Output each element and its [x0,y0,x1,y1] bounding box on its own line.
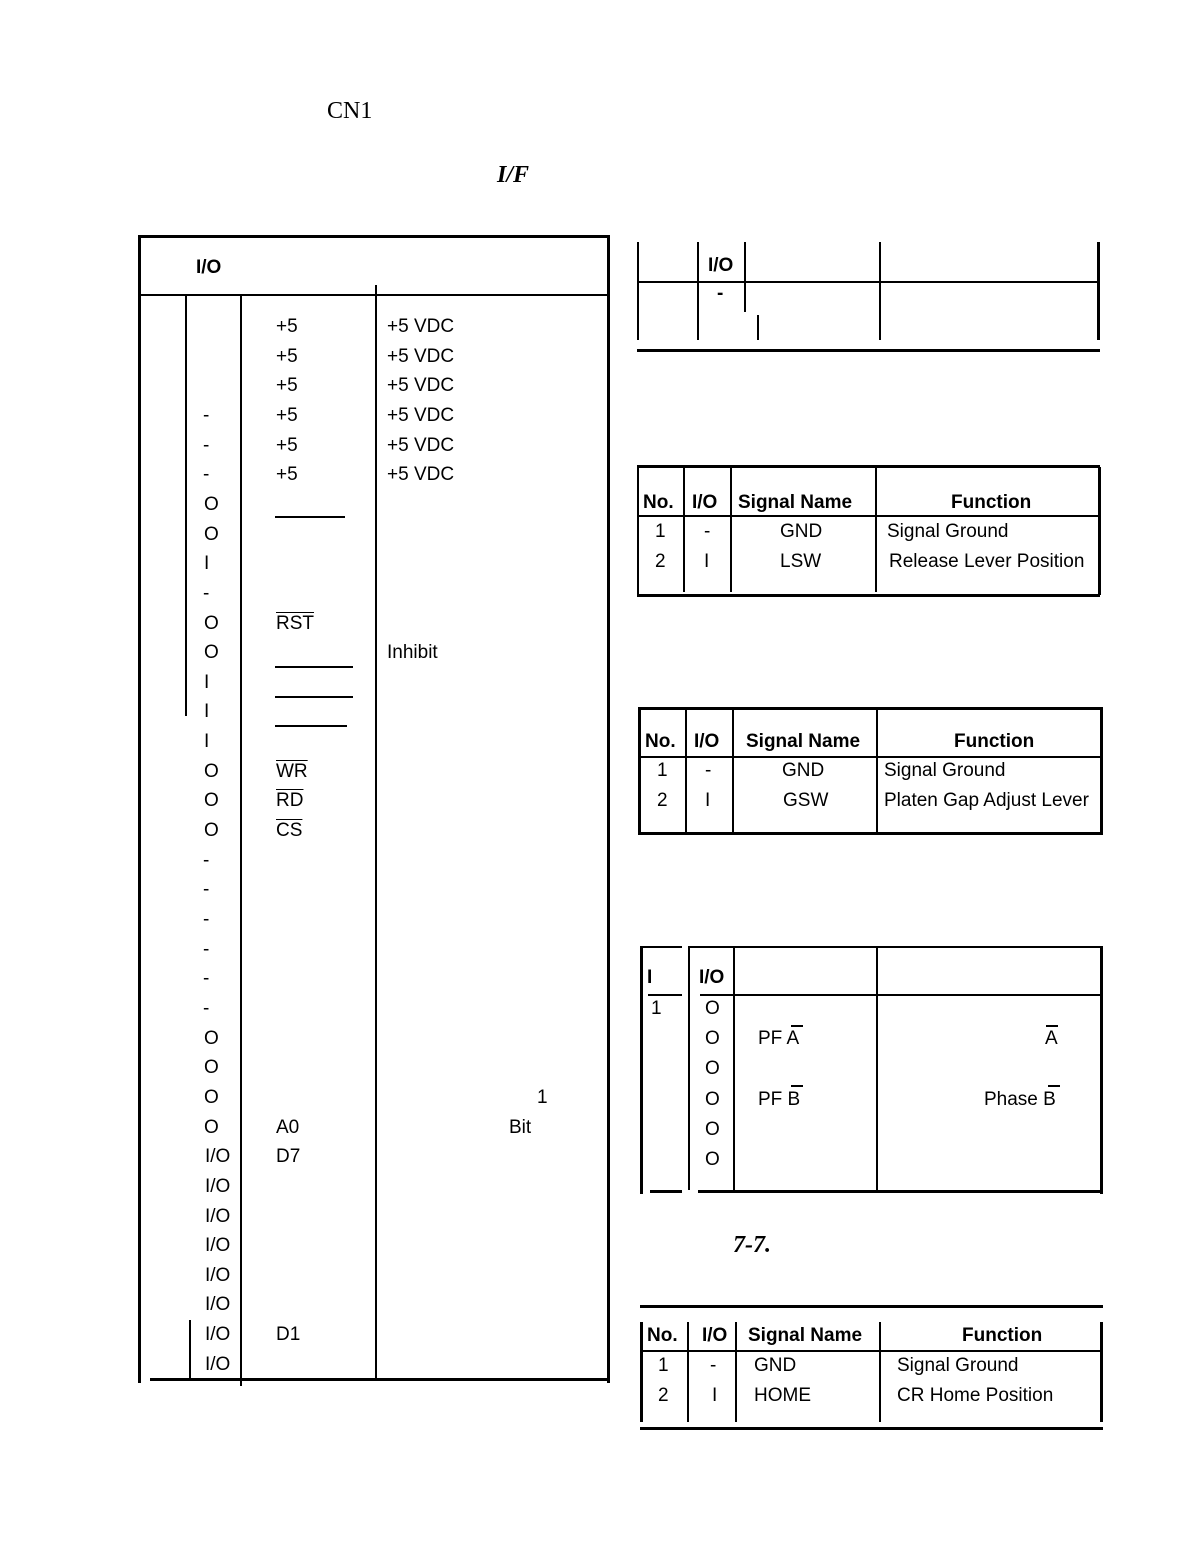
table-e-io-header: I/O [702,1325,728,1346]
pin-io: O [204,1087,219,1108]
pin-io: - [203,879,210,900]
pin-io: O [204,1117,219,1138]
io-column-header: I/O [196,257,222,278]
table-b-function: Signal Ground [887,521,1009,542]
pin-io: I/O [205,1146,231,1167]
pin-function: +5 VDC [387,316,455,337]
interface-label: I/F [497,162,530,188]
pin-io: O [204,790,219,811]
table-c-no: 2 [657,790,668,811]
table-b-function: Release Lever Position [889,551,1085,572]
pin-io: O [204,613,219,634]
table-e-signal: HOME [754,1385,811,1406]
table-b-io: - [704,521,711,542]
pin-io: - [203,464,210,485]
table-e-function: Signal Ground [897,1355,1019,1376]
pin-io: I [204,553,210,574]
pin-io: I/O [205,1235,231,1256]
table-b-signal: GND [780,521,823,542]
pin-io: I/O [205,1176,231,1197]
pin-io: - [203,583,210,604]
table-e-io: - [710,1355,717,1376]
pin-function: +5 VDC [387,405,455,426]
pin-signal: +5 [276,346,298,367]
pin-signal: $\overline{CS}$ [276,820,303,841]
table-d-io-header: I/O [699,967,725,988]
table-e-no-header: No. [647,1325,678,1346]
table-d-signal: PF A [758,1028,800,1049]
table-c-io-header: I/O [694,731,720,752]
table-d-io: O [705,1089,720,1110]
table-d-io: O [705,1149,720,1170]
table-caption: 7-7. [733,1232,771,1258]
pin-signal: A0 [276,1117,300,1138]
pin-io: - [203,850,210,871]
table-a-io-header: I/O [708,255,734,276]
table-d-no-header: I [647,967,653,988]
pin-io: I/O [205,1265,231,1286]
pin-io: I/O [205,1324,231,1345]
pin-function: Bit [509,1117,532,1138]
pin-function: +5 VDC [387,375,455,396]
table-b-no-header: No. [643,492,674,513]
pin-function: +5 VDC [387,435,455,456]
pin-function: 1 [537,1087,548,1108]
table-e-no: 1 [658,1355,669,1376]
pin-io: - [203,939,210,960]
pin-signal: $\overline{RD}$ [276,790,304,811]
pin-io: O [204,761,219,782]
pin-io: I [204,701,210,722]
pin-function: +5 VDC [387,464,455,485]
table-c-io: - [705,760,712,781]
pin-signal: +5 [276,435,298,456]
table-d-no: 1 [651,998,662,1019]
table-d-io: O [705,1058,720,1079]
table-b-no: 1 [655,521,666,542]
pin-io: - [203,405,210,426]
table-b-signal: LSW [780,551,822,572]
pin-io: - [203,998,210,1019]
connector-label: CN1 [327,98,373,124]
pin-function: Inhibit [387,642,438,663]
table-d-io: O [705,998,720,1019]
table-e-io: I [712,1385,718,1406]
table-c-signal-header: Signal Name [746,731,861,752]
pin-io: - [203,968,210,989]
pin-io: O [204,524,219,545]
pin-io: I [204,731,210,752]
pin-io: O [204,1028,219,1049]
pin-io: O [204,642,219,663]
pin-signal: +5 [276,375,298,396]
pin-signal: +5 [276,405,298,426]
table-e-function-header: Function [962,1325,1043,1346]
pin-function: +5 VDC [387,346,455,367]
table-e-signal: GND [754,1355,797,1376]
table-d-io: O [705,1028,720,1049]
table-b-io: I [704,551,710,572]
table-e-signal-header: Signal Name [748,1325,863,1346]
pin-signal: +5 [276,464,298,485]
pin-io: - [203,909,210,930]
table-b-no: 2 [655,551,666,572]
table-b-io-header: I/O [692,492,718,513]
table-c-no: 1 [657,760,668,781]
table-d-function: Phase B [984,1089,1056,1110]
pin-signal: +5 [276,316,298,337]
pin-io: O [204,494,219,515]
pin-io: I [204,672,210,693]
pin-signal: $\overline{WR}$ [276,761,308,782]
table-d-io: O [705,1119,720,1140]
table-c-function-header: Function [954,731,1035,752]
table-a-io-cell: - [717,283,724,304]
table-c-function: Signal Ground [884,760,1006,781]
table-c-no-header: No. [645,731,676,752]
pin-io: O [204,820,219,841]
pin-io: I/O [205,1294,231,1315]
table-c-function: Platen Gap Adjust Lever [884,790,1089,811]
pin-io: - [203,435,210,456]
table-e-no: 2 [658,1385,669,1406]
table-c-signal: GND [782,760,825,781]
table-c-io: I [705,790,711,811]
table-e-function: CR Home Position [897,1385,1054,1406]
table-d-function: A [1045,1028,1058,1049]
pin-signal: $\overline{RST}$ [276,613,314,634]
pin-io: O [204,1057,219,1078]
table-d-signal: PF B [758,1089,801,1110]
pin-io: I/O [205,1354,231,1375]
pin-signal: D1 [276,1324,301,1345]
pin-io: I/O [205,1206,231,1227]
table-b-function-header: Function [951,492,1032,513]
table-b-signal-header: Signal Name [738,492,853,513]
table-c-signal: GSW [783,790,829,811]
pin-signal: D7 [276,1146,301,1167]
